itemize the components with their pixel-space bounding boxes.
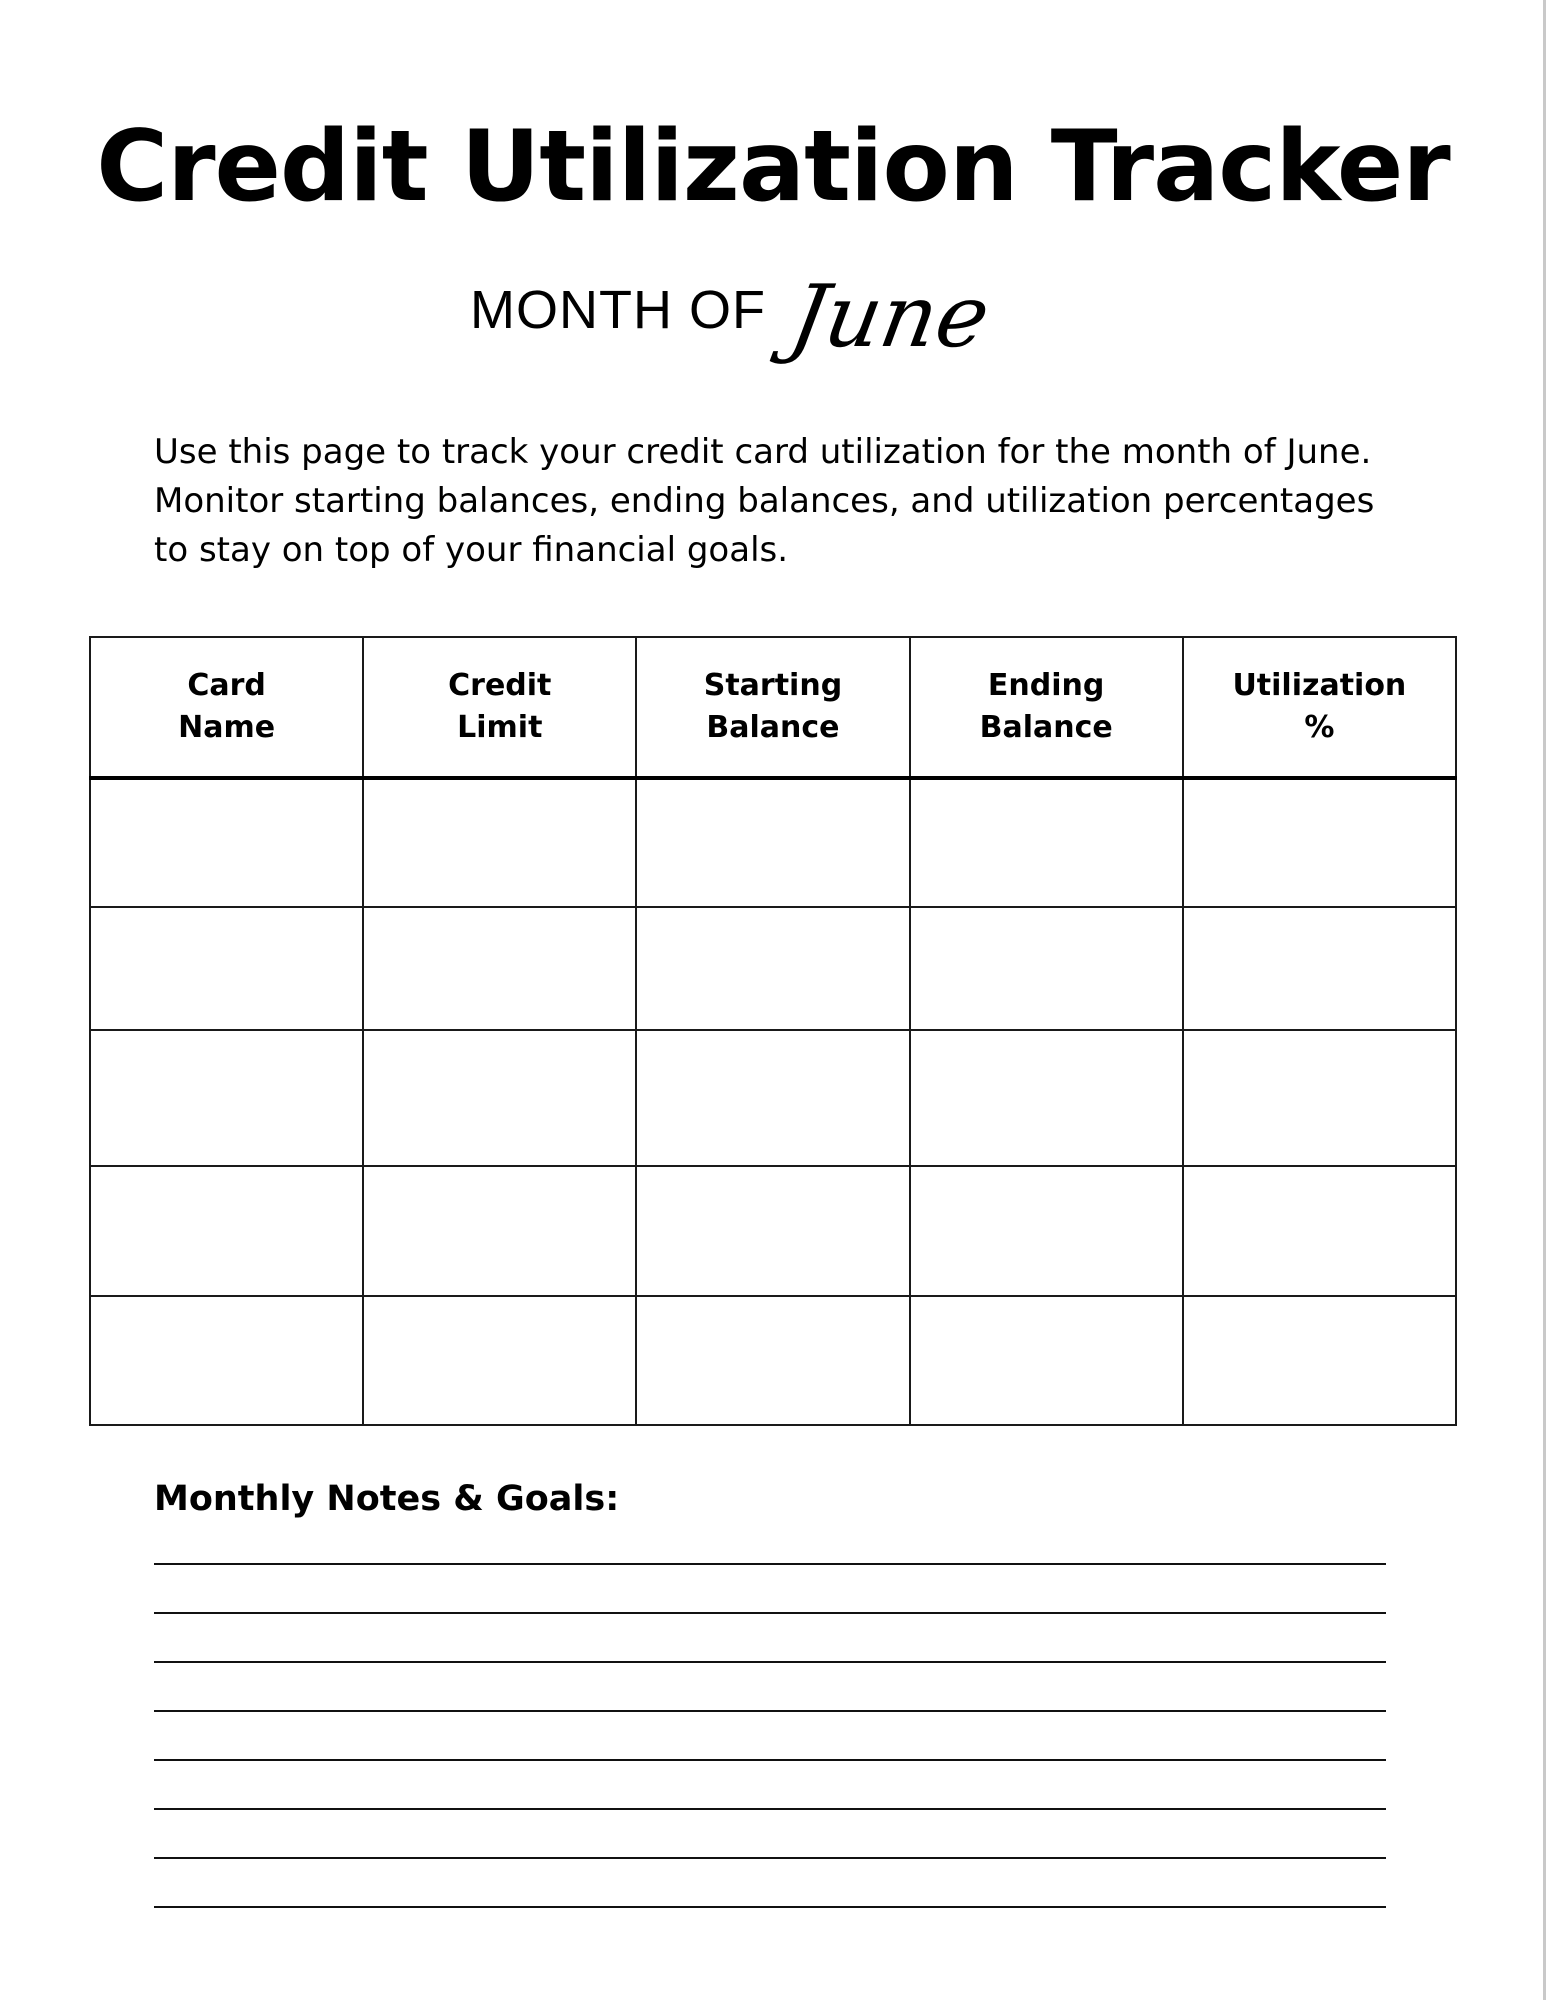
intro-line: Monitor starting balances, ending balances, and utilization percentages: [154, 481, 1375, 521]
table-row: [90, 778, 1456, 907]
table-row: [90, 907, 1456, 1030]
header-text: Credit: [448, 668, 552, 703]
table-cell[interactable]: [363, 1166, 636, 1296]
header-utilization: [1183, 637, 1456, 778]
table-cell[interactable]: [1183, 1296, 1456, 1425]
table-cell[interactable]: [363, 778, 636, 907]
table-cell[interactable]: [636, 1030, 909, 1166]
table-row: [90, 1296, 1456, 1425]
header-text: Starting: [703, 668, 843, 703]
table-cell[interactable]: [363, 1296, 636, 1425]
table-cell[interactable]: [363, 1030, 636, 1166]
note-line[interactable]: [154, 1808, 1386, 1810]
table-cell[interactable]: [1183, 1166, 1456, 1296]
month-name-script: [783, 248, 997, 398]
tracker-table: [89, 636, 1457, 1426]
table-row: [90, 1030, 1456, 1166]
header-starting-balance: [636, 637, 909, 778]
notes-title: Monthly Notes & Goals:: [154, 1479, 620, 1519]
header-row: [90, 637, 1456, 778]
intro-line: to stay on top of your financial goals.: [154, 530, 789, 570]
month-label: MONTH OF: [470, 280, 766, 340]
table-cell[interactable]: [910, 1166, 1183, 1296]
header-text: Ending: [987, 668, 1105, 703]
note-line[interactable]: [154, 1710, 1386, 1712]
table-cell[interactable]: [910, 778, 1183, 907]
table-cell[interactable]: [636, 1296, 909, 1425]
table-cell[interactable]: [910, 1030, 1183, 1166]
header-text: Card: [187, 668, 266, 703]
header-credit-limit: [363, 637, 636, 778]
table-cell[interactable]: [363, 907, 636, 1030]
note-line[interactable]: [154, 1857, 1386, 1859]
table-row: [90, 1166, 1456, 1296]
table-cell[interactable]: [1183, 1030, 1456, 1166]
header-ending-balance: [910, 637, 1183, 778]
table-cell[interactable]: [910, 907, 1183, 1030]
table-cell[interactable]: [1183, 907, 1456, 1030]
note-line[interactable]: [154, 1612, 1386, 1614]
note-line[interactable]: [154, 1661, 1386, 1663]
header-text: Balance: [979, 710, 1113, 745]
header-text: Balance: [706, 710, 840, 745]
month-name: June: [783, 267, 997, 367]
table-cell[interactable]: [1183, 778, 1456, 907]
intro-text: [154, 428, 1414, 575]
header-text: Name: [178, 710, 276, 745]
table-cell[interactable]: [90, 778, 363, 907]
table-cell[interactable]: [90, 1296, 363, 1425]
month-heading: [470, 248, 1030, 398]
table-cell[interactable]: [636, 907, 909, 1030]
note-line[interactable]: [154, 1759, 1386, 1761]
page-title: Credit Utilization Tracker: [96, 110, 1450, 224]
table-cell[interactable]: [636, 1166, 909, 1296]
table-cell[interactable]: [910, 1296, 1183, 1425]
intro-line: Use this page to track your credit card utilization for the month of June.: [154, 432, 1372, 472]
table-cell[interactable]: [90, 1166, 363, 1296]
header-text: %: [1304, 710, 1335, 745]
header-text: Limit: [457, 710, 543, 745]
header-text: Utilization: [1232, 668, 1407, 703]
table-cell[interactable]: [90, 907, 363, 1030]
note-line[interactable]: [154, 1906, 1386, 1908]
table-cell[interactable]: [636, 778, 909, 907]
note-line[interactable]: [154, 1563, 1386, 1565]
table-cell[interactable]: [90, 1030, 363, 1166]
header-card-name: [90, 637, 363, 778]
